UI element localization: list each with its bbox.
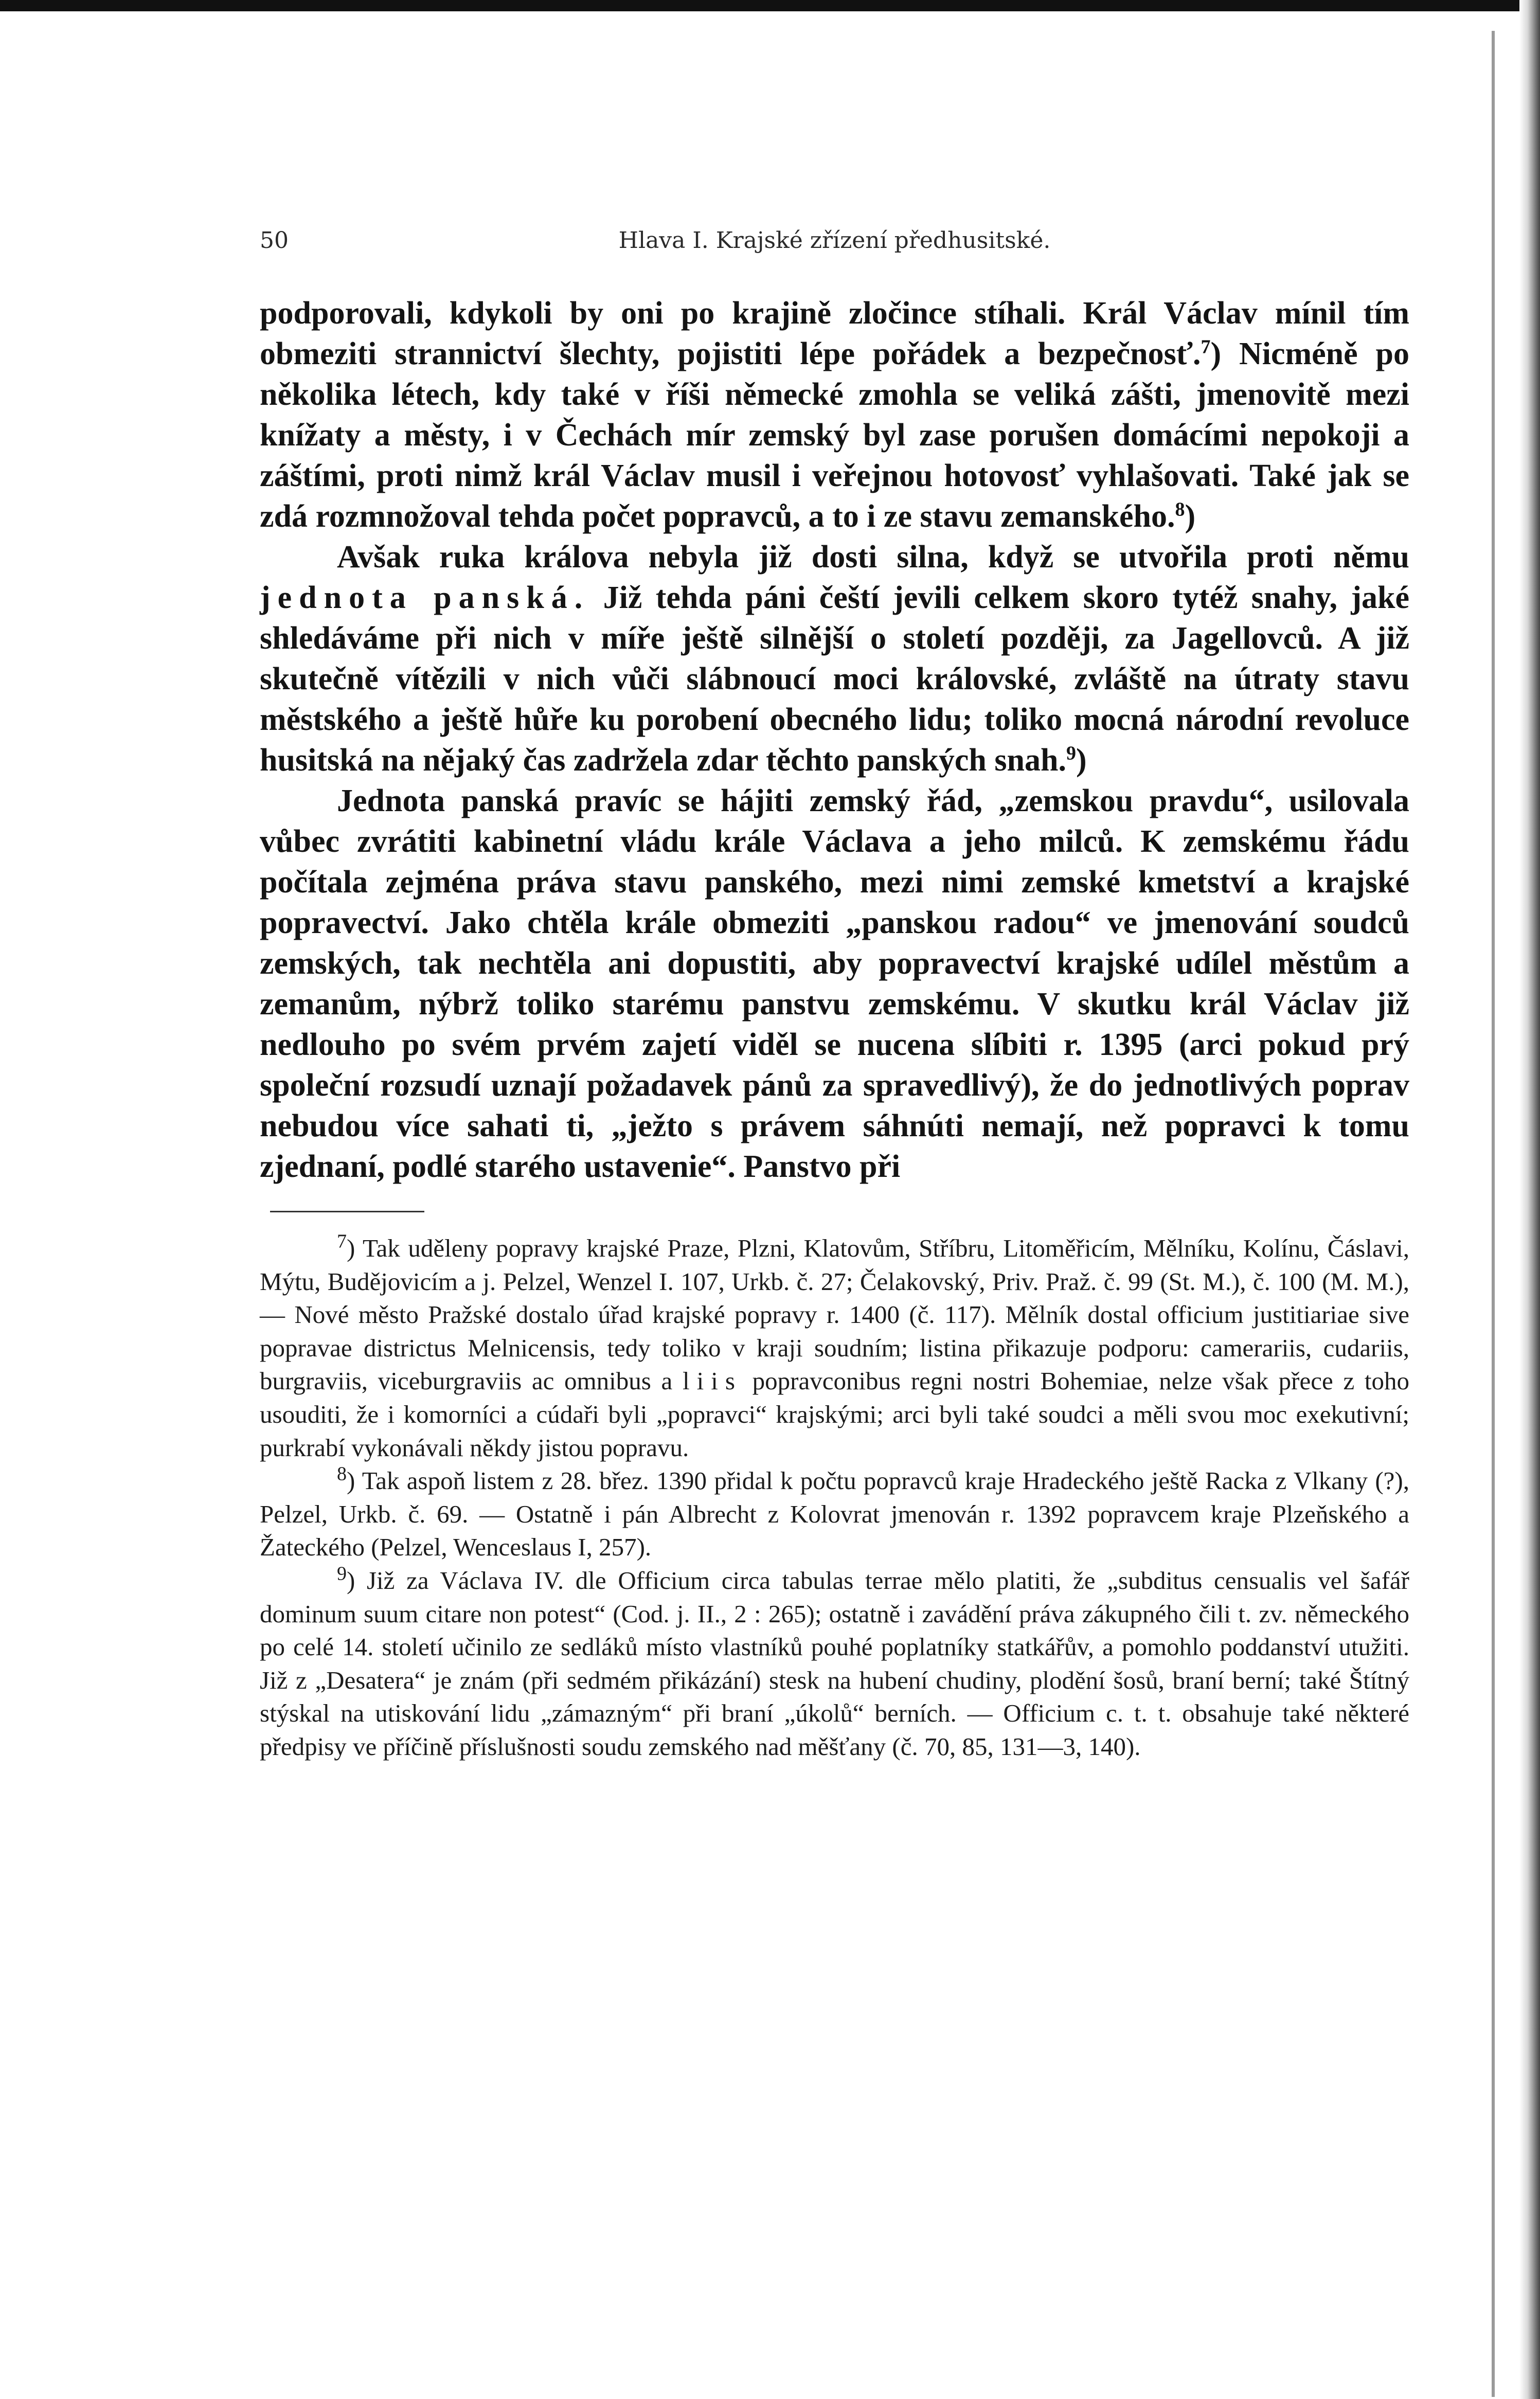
footnote-ref-8: 8 [1175,498,1185,521]
scan-edge-right [1519,0,1540,2399]
scan-page-fold-line [1492,31,1495,2397]
footnote-8-mark: 8 [337,1463,347,1485]
footnote-9 [260,1564,1409,1764]
scan-edge-top [0,0,1540,11]
footnote-8-text: ) Tak aspoň listem z 28. břez. 1390 přidal k počtu popravců kraje Hradeckého ještě Racka z Vlkany (?), Pelzel, Urkb. č. 69. — Ostatně i pán Albrecht z Kolovrat jmenován r. 1392 popravcem kraje Plzeňského a Žateckého (Pelzel, Wenceslaus I, 257). [260,1466,1409,1562]
paragraph-1 [260,293,1409,537]
footnote-8 [260,1464,1409,1564]
footnote-9-text: ) Již za Václava IV. dle Officium circa tabulas terrae mělo platiti, že „subditus censualis vel šafář dominum suum citare non potest“ (Cod. j. II., 2 : 265); ostatně i zavádění práva zákupného čili t. zv. německého po celé 14. století učinilo ze sedláků místo vlastníků pouhé poplatníky statkářův, a pomohlo poddanství utužiti. Již z „Desatera“ je znám (při sedmém přikázání) stesk na hubení chudiny, plodění šosů, braní berní; také Štítný stýskal na utiskování lidu „zámazným“ při braní „úkolů“ berních. — Officium c. t. t. obsahuje také některé předpisy ve příčině příslušnosti soudu zemského nad měšťany (č. 70, 85, 131—3, 140). [260,1566,1409,1761]
paragraph-2-emphasis: jednota panská. [260,580,590,615]
footnote-7-text-a: ) Tak uděleny popravy krajské Praze, Plzni, Klatovům, Stříbru, Litoměřicím, Mělníku, Kolínu, Čáslavi, Mýtu, Budějovicím a j. Pelzel, Wenzel I. 107, Urkb. č. 27; Čelakovský, Priv. Praž. č. 99 (St. M.), č. 100 (M. M.), — Nové město Pražské dostalo úřad krajské popravy r. 1400 (č. 117). Mělník dostal officium justitiariae sive popravae districtus Melnicensis, tedy toliko v kraji soudním; listina přikazuje podporu: camerariis, cudariis, burgraviis, viceburgraviis ac omnibus a [260,1234,1409,1395]
page-number: 50 [260,227,289,254]
paragraph-2-text-a: Avšak ruka králova nebyla již dosti silna, když se utvořila proti němu [337,540,1409,575]
paragraph-2-text-c: ) [1076,743,1087,778]
footnote-7 [260,1232,1409,1464]
running-head [260,221,1409,262]
paragraph-2 [260,537,1409,781]
paragraph-1-text-b: ) Nicméně po několika létech, kdy také v říši německé zmohla se veliká zášti, jmenovitě mezi knížaty a městy, i v Čechách mír zemský byl zase porušen domácími nepokoji a záštími, proti nimž král Václav musil i veřejnou hotovosť vyhlašovati. Také jak se zdá rozmnožoval tehda počet popravců, a to i ze stavu zemanského. [260,336,1410,534]
footnote-7-mark: 7 [337,1230,347,1252]
footnote-ref-9: 9 [1066,742,1076,764]
paragraph-1-text-a: podporovali, kdykoli by oni po krajině zločince stíhali. Král Václav mínil tím obmeziti strannictví šlechty, pojistiti lépe pořádek a bezpečnosť. [260,296,1409,371]
main-text [260,293,1409,1187]
chapter-title: Hlava I. Krajské zřízení předhusitské. [618,227,1051,254]
footnote-ref-7: 7 [1201,336,1211,358]
paragraph-3-text: Jednota panská pravíc se hájiti zemský řád, „zemskou pravdu“, usilovala vůbec zvrátiti kabinetní vládu krále Václava a jeho milců. K zemskému řádu počítala zejména práva stavu panského, mezi nimi zemské kmetství a krajské popravectví. Jako chtěla krále obmeziti „panskou radou“ ve jmenování soudců zemských, tak nechtěla ani dopustiti, aby popravectví krajské udílel městům a zemanům, nýbrž toliko starému panstvu zemskému. V skutku král Václav již nedlouho po svém prvém zajetí viděl se nucena slíbiti r. 1395 (arci pokud prý společní rozsudí uznají požadavek pánů za spravedlivý), že do jednotlivých poprav nebudou více sahati ti, „ježto s právem sáhnúti nemají, než popravci k tomu zjednaní, podlé starého ustavenie“. Panstvo při [260,783,1409,1184]
footnote-divider [270,1211,424,1212]
paragraph-2-text-b: Již tehda páni čeští jevili celkem skoro tytéž snahy, jaké shledáváme při nich v míře ještě silnější o století později, za Jagellovců. A již skutečně vítězili v nich vůči slábnoucí moci královské, zvláště na útraty stavu městského a ještě hůře ku porobení obecného lidu; toliko mocná národní revoluce husitská na nějaký čas zadržela zdar těchto panských snah. [260,580,1409,778]
paragraph-3 [260,781,1409,1187]
book-page [260,221,1409,1764]
footnotes [260,1232,1409,1764]
paragraph-1-text-c: ) [1185,499,1196,534]
footnote-7-emphasis: liis [683,1367,742,1395]
footnote-9-mark: 9 [337,1563,347,1585]
footnote-7-text-b: popravconibus regni nostri Bohemiae, nelze však přece z toho usouditi, že i komorníci a cúdaři byli „popravci“ krajskými; arci byli také soudci a měli svou moc exekutivní; purkrabí vykonávali někdy jistou popravu. [260,1367,1410,1462]
